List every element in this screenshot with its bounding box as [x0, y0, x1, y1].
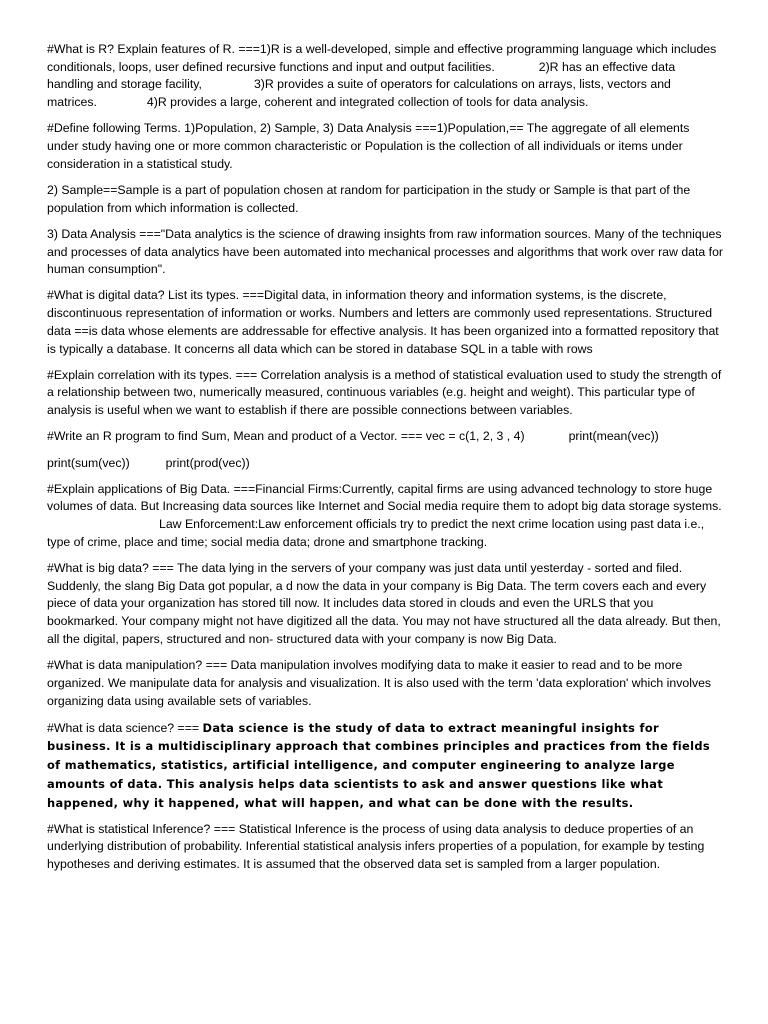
paragraph-data-science [47, 719, 724, 813]
data-science-answer: Data science is the study of data to extract meaningful insights for business. It is a multidisciplinary approach that combines principles and practices from the fields of mathematics, statistics, artificial intelligence, and computer engineering to analyze large amounts of data. This analysis helps data scientists to ask and answer questions like what happened, why it happened, what will happen, and what can be done with the results. [47, 720, 710, 810]
paragraph-correlation: #Explain correlation with its types. === Correlation analysis is a method of statistical evaluation used to study the strength of a relationship between two, numerically measured, continuous variables (e.g. height and weight). This particular type of analysis is useful when we want to establish if there are possible connections between variables. [47, 367, 722, 418]
r-feature-2: 2)R has an effective data handling and storage facility, [47, 59, 676, 92]
paragraph-big-data: #What is big data? === The data lying in the servers of your company was just data until yesterday - sorted and filed. Suddenly, the slang Big Data got popular, a d now the data in your company is Big Data. The term covers each and every piece of data your organization has stored till now. It includes data stored in clouds and even the URLS that you bookmarked. Your company might not have digitized all the data. You may not have structured all the data already. But then, all the digital, papers, structured and non- structured data with your company is now Big Data. [47, 561, 721, 646]
r-feature-3: 3)R provides a suite of operators for calculations on arrays, lists, vectors and matrices. [47, 77, 671, 110]
paragraph-define-terms: #Define following Terms. 1)Population, 2) Sample, 3) Data Analysis ===1)Population,== The aggregate of all elements under study having one or more common characteristic or Population is the collection of all individuals or items under consideration in a statistical study. [47, 121, 690, 171]
r-features-intro: #What is R? Explain features of R. ===1)R is a well-developed, simple and effective programming language which includes conditionals, loops, user defined recursive functions and input and output facilities. [47, 42, 717, 74]
r-program-question: #Write an R program to find Sum, Mean and product of a Vector. === vec = c(1, 2, 3 , 4) [47, 429, 525, 444]
r-code-prod: print(prod(vec)) [165, 455, 250, 470]
paragraph-r-features [47, 41, 724, 112]
data-science-question: #What is data science? === [47, 720, 200, 735]
paragraph-data-analysis: 3) Data Analysis ==="Data analytics is the science of drawing insights from raw information sources. Many of the techniques and processes of data analytics have been automated into mechanical processes and algorithms that work over raw data for human consumption". [47, 226, 724, 277]
paragraph-r-code [47, 455, 724, 473]
paragraph-sample: 2) Sample==Sample is a part of population chosen at random for participation in the study or Sample is that part of the population from which information is collected. [47, 182, 691, 215]
paragraph-digital-data: #What is digital data? List its types. ===Digital data, in information theory and information systems, is the discrete, discontinuous representation of information or works. Numbers and letters are commonly used representations. Structured data ==is data whose elements are addressable for effective analysis. It has been organized into a formatted repository that is typically a database. It concerns all data which can be stored in database SQL in a table with rows [47, 288, 719, 356]
big-data-law-enforcement: Law Enforcement:Law enforcement officials try to predict the next crime location using past data i.e., type of crime, place and time; social media data; drone and smartphone tracking. [47, 517, 705, 549]
r-feature-4: 4)R provides a large, coherent and integrated collection of tools for data analysis. [146, 95, 589, 110]
paragraph-statistical-inference: #What is statistical Inference? === Statistical Inference is the process of using data analysis to deduce properties of an underlying distribution of probability. Inferential statistical analysis infers properties of a population, for example by testing hypotheses and deriving estimates. It is assumed that the observed data set is sampled from a larger population. [47, 821, 705, 872]
r-code-mean: print(mean(vec)) [568, 429, 659, 444]
r-code-sum: print(sum(vec)) [47, 455, 130, 470]
big-data-financial: #Explain applications of Big Data. ===Financial Firms:Currently, capital firms are using advanced technology to store huge volumes of data. But Increasing data sources like Internet and Social media require them to adopt big data storage systems. [47, 481, 722, 514]
paragraph-big-data-applications [47, 481, 724, 552]
paragraph-r-program [47, 428, 724, 446]
paragraph-data-manipulation: #What is data manipulation? === Data manipulation involves modifying data to make it easier to read and to be more organized. We manipulate data for analysis and visualization. It is also used with the term 'data exploration' which involves organizing data using available sets of variables. [47, 658, 712, 708]
